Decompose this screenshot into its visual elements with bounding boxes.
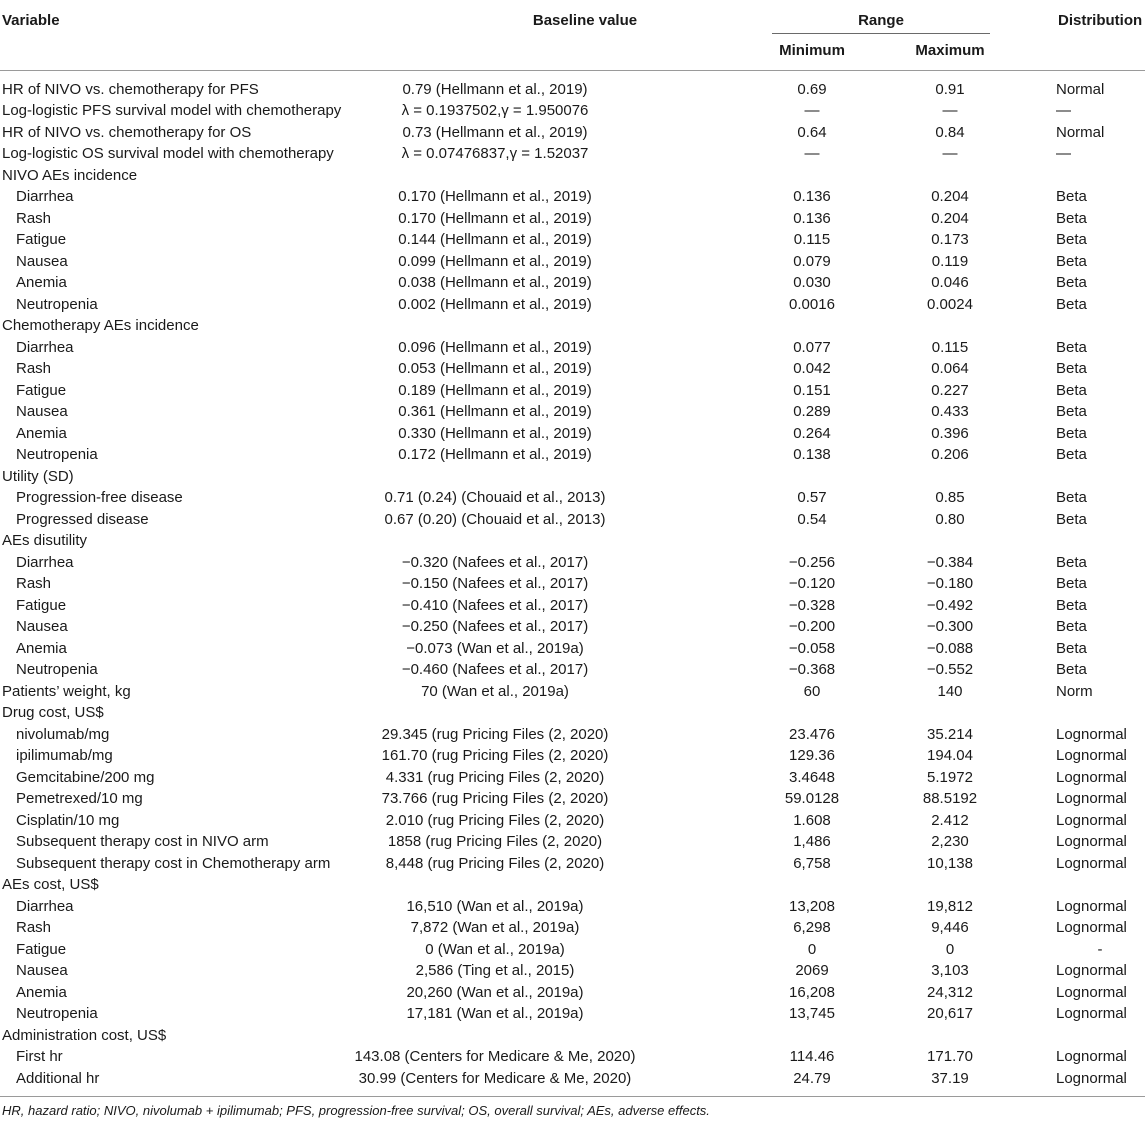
cell-variable: Neutropenia (16, 1005, 98, 1022)
cell-maximum: 140 (937, 682, 963, 700)
table-row (0, 186, 1145, 208)
table-row (0, 917, 1145, 939)
cell-maximum: — (942, 102, 958, 119)
table-row (0, 315, 1145, 337)
cell-distribution: Beta (1056, 446, 1087, 463)
table-row (0, 724, 1145, 746)
cell-baseline: 0.79 (Hellmann et al., 2019) (402, 80, 588, 98)
cell-minimum: 0.0016 (789, 295, 835, 313)
cell-maximum: — (942, 145, 958, 162)
cell-variable: Diarrhea (16, 338, 74, 356)
cell-variable: Nausea (16, 618, 68, 635)
cell-baseline: 0.038 (Hellmann et al., 2019) (398, 274, 592, 291)
cell-minimum: 0.042 (793, 360, 831, 377)
cell-maximum: 194.04 (927, 747, 973, 764)
cell-baseline: 161.70 (rug Pricing Files (2, 2020) (381, 747, 609, 764)
cell-minimum: 6,298 (793, 919, 831, 936)
cell-distribution: Beta (1056, 360, 1087, 377)
cell-maximum: 0.396 (931, 424, 969, 442)
cell-baseline: 20,260 (Wan et al., 2019a) (406, 983, 584, 1001)
table-row (0, 294, 1145, 316)
cell-variable: Diarrhea (16, 553, 74, 571)
cell-maximum: 9,446 (931, 919, 969, 936)
table-row (0, 573, 1145, 595)
cell-variable: Fatigue (16, 381, 67, 399)
cell-variable: Neutropenia (16, 661, 98, 678)
cell-minimum: 3.4648 (789, 768, 835, 786)
table-row (0, 552, 1145, 574)
cell-maximum: 0.064 (931, 360, 969, 377)
cell-variable: NIVO AEs incidence (2, 166, 138, 184)
cell-variable: Rash (16, 575, 52, 592)
cell-maximum: 171.70 (927, 1048, 973, 1065)
cell-distribution: Lognormal (1056, 725, 1127, 743)
cell-maximum: 0.0024 (927, 295, 973, 313)
table-row (0, 788, 1145, 810)
cell-baseline: 0.170 (Hellmann et al., 2019) (398, 188, 592, 205)
cell-variable: Rash (16, 360, 52, 377)
table-row (0, 423, 1145, 445)
table-row (0, 745, 1145, 767)
cell-minimum: 2069 (795, 962, 829, 979)
cell-maximum: 24,312 (927, 983, 973, 1001)
cell-maximum: 0.84 (935, 123, 965, 141)
cell-baseline: 8,448 (rug Pricing Files (2, 2020) (385, 854, 605, 872)
cell-variable: nivolumab/mg (16, 725, 110, 743)
cell-variable: Diarrhea (16, 897, 74, 915)
range-divider (772, 33, 990, 34)
cell-distribution: Beta (1056, 209, 1087, 227)
cell-distribution: Beta (1056, 424, 1087, 442)
cell-variable: Chemotherapy AEs incidence (2, 317, 199, 334)
cell-variable: Progressed disease (16, 510, 149, 528)
cell-baseline: 17,181 (Wan et al., 2019a) (406, 1005, 584, 1022)
cell-minimum: 6,758 (793, 854, 831, 872)
cell-distribution: Beta (1056, 403, 1087, 420)
table-row (0, 616, 1145, 638)
cell-minimum: 129.36 (789, 747, 835, 764)
cell-baseline: 70 (Wan et al., 2019a) (421, 682, 569, 700)
cell-maximum: −0.384 (926, 553, 974, 571)
cell-maximum: −0.180 (926, 575, 974, 592)
cell-minimum: 13,745 (789, 1005, 835, 1022)
table-row (0, 939, 1145, 961)
cell-minimum: −0.058 (788, 639, 836, 657)
cell-minimum: 24.79 (793, 1069, 831, 1087)
cell-variable: Anemia (16, 424, 67, 442)
cell-distribution: Lognormal (1056, 1005, 1127, 1022)
cell-variable: Patients’ weight, kg (2, 682, 131, 700)
cell-distribution: Lognormal (1056, 897, 1127, 915)
cell-minimum: 1,486 (793, 833, 831, 850)
cell-variable: HR of NIVO vs. chemotherapy for PFS (2, 80, 259, 98)
cell-maximum: 0.119 (931, 252, 969, 270)
cell-distribution: Lognormal (1056, 919, 1127, 936)
cell-maximum: −0.088 (926, 639, 974, 657)
cell-baseline: 0.002 (Hellmann et al., 2019) (398, 295, 592, 313)
cell-variable: First hr (16, 1048, 63, 1065)
cell-variable: Log-logistic OS survival model with chemotherapy (2, 145, 334, 162)
cell-maximum: 0.115 (931, 338, 969, 356)
cell-variable: Anemia (16, 983, 67, 1001)
cell-baseline: 4.331 (rug Pricing Files (2, 2020) (385, 768, 605, 786)
cell-distribution: Beta (1056, 188, 1087, 205)
cell-baseline: 0.330 (Hellmann et al., 2019) (398, 424, 592, 442)
cell-maximum: 2.412 (931, 811, 969, 829)
cell-baseline: 2,586 (Ting et al., 2015) (415, 962, 575, 979)
cell-distribution: Beta (1056, 252, 1087, 270)
cell-minimum: 0.136 (793, 188, 831, 205)
cell-maximum: 2,230 (931, 833, 969, 850)
cell-distribution: Beta (1056, 489, 1087, 506)
cell-distribution: Lognormal (1056, 833, 1127, 850)
cell-baseline: 0.170 (Hellmann et al., 2019) (398, 209, 592, 227)
cell-baseline: λ = 0.07476837,γ = 1.52037 (401, 145, 589, 162)
cell-distribution: Lognormal (1056, 854, 1127, 872)
cell-variable: Rash (16, 209, 52, 227)
cell-maximum: 0.204 (931, 209, 969, 227)
cell-variable: Fatigue (16, 940, 67, 958)
cell-baseline: 2.010 (rug Pricing Files (2, 2020) (385, 811, 605, 829)
cell-minimum: — (804, 145, 820, 162)
table-row (0, 100, 1145, 122)
cell-minimum: −0.256 (788, 553, 836, 571)
cell-distribution: Lognormal (1056, 1069, 1127, 1087)
cell-minimum: 0.54 (797, 510, 827, 528)
cell-distribution: Beta (1056, 596, 1087, 614)
cell-distribution: Lognormal (1056, 962, 1127, 979)
cell-baseline: −0.150 (Nafees et al., 2017) (401, 575, 589, 592)
table-row (0, 208, 1145, 230)
table-row (0, 702, 1145, 724)
cell-maximum: 88.5192 (922, 790, 978, 807)
cell-baseline: 0.099 (Hellmann et al., 2019) (398, 252, 592, 270)
cell-distribution: Lognormal (1056, 790, 1127, 807)
cell-baseline: 29.345 (rug Pricing Files (2, 2020) (381, 725, 609, 743)
cell-variable: HR of NIVO vs. chemotherapy for OS (2, 123, 252, 141)
cell-baseline: 0.73 (Hellmann et al., 2019) (402, 123, 588, 141)
table-row (0, 444, 1145, 466)
cell-variable: AEs disutility (2, 532, 88, 549)
table-row (0, 272, 1145, 294)
cell-baseline: −0.073 (Wan et al., 2019a) (406, 639, 584, 657)
cell-distribution: Lognormal (1056, 747, 1127, 764)
cell-distribution: Beta (1056, 274, 1087, 291)
cell-minimum: 0.264 (793, 424, 831, 442)
table-row (0, 358, 1145, 380)
cell-baseline: λ = 0.1937502,γ = 1.950076 (401, 102, 589, 119)
cell-minimum: 0.151 (793, 381, 831, 399)
table-row (0, 1025, 1145, 1047)
cell-maximum: 35.214 (927, 725, 973, 743)
cell-distribution: Normal (1056, 123, 1105, 141)
cell-baseline: 0.361 (Hellmann et al., 2019) (398, 403, 592, 420)
table-row (0, 810, 1145, 832)
cell-maximum: 0.046 (931, 274, 969, 291)
cell-variable: ipilimumab/mg (16, 747, 113, 764)
cell-maximum: 0.85 (935, 489, 965, 506)
cell-minimum: 0.030 (793, 274, 831, 291)
cell-baseline: −0.410 (Nafees et al., 2017) (401, 596, 589, 614)
cell-variable: Pemetrexed/10 mg (16, 790, 143, 807)
cell-distribution: Beta (1056, 618, 1087, 635)
table-row (0, 767, 1145, 789)
table-row (0, 595, 1145, 617)
cell-variable: Utility (SD) (2, 467, 74, 485)
cell-minimum: 0.64 (797, 123, 827, 141)
cell-minimum: 59.0128 (784, 790, 840, 807)
header-maximum: Maximum (915, 42, 985, 59)
table-footnote: HR, hazard ratio; NIVO, nivolumab + ipilimumab; PFS, progression-free survival; OS, overall survival; AEs, adverse effects. (2, 1103, 710, 1118)
cell-distribution: Beta (1056, 231, 1087, 248)
cell-minimum: 0 (807, 940, 817, 958)
table-row (0, 466, 1145, 488)
table-row (0, 401, 1145, 423)
cell-variable: Subsequent therapy cost in Chemotherapy arm (16, 854, 331, 872)
cell-variable: Progression-free disease (16, 489, 183, 506)
table-row (0, 1068, 1145, 1090)
cell-distribution: Beta (1056, 661, 1087, 678)
cell-variable: Anemia (16, 639, 67, 657)
cell-distribution: Normal (1056, 80, 1105, 98)
cell-distribution: Beta (1056, 510, 1087, 528)
cell-variable: Nausea (16, 962, 68, 979)
table-header (0, 0, 1145, 71)
cell-minimum: 0.289 (793, 403, 831, 420)
cell-distribution: — (1056, 145, 1071, 162)
cell-distribution: Beta (1056, 575, 1087, 592)
cell-maximum: 0.80 (935, 510, 965, 528)
cell-baseline: −0.320 (Nafees et al., 2017) (401, 553, 589, 571)
cell-variable: Additional hr (16, 1069, 100, 1087)
cell-variable: Nausea (16, 252, 68, 270)
cell-baseline: 0.144 (Hellmann et al., 2019) (398, 231, 592, 248)
cell-variable: Fatigue (16, 231, 67, 248)
cell-variable: Log-logistic PFS survival model with chemotherapy (2, 102, 342, 119)
cell-minimum: 0.138 (793, 446, 831, 463)
cell-variable: Neutropenia (16, 295, 98, 313)
table-row (0, 853, 1145, 875)
cell-variable: Anemia (16, 274, 67, 291)
cell-minimum: 13,208 (789, 897, 835, 915)
cell-distribution: Beta (1056, 381, 1087, 399)
cell-variable: Fatigue (16, 596, 67, 614)
cell-variable: Subsequent therapy cost in NIVO arm (16, 833, 269, 850)
table-row (0, 122, 1145, 144)
cell-maximum: 0.227 (931, 381, 969, 399)
cell-maximum: −0.552 (926, 661, 974, 678)
cell-maximum: −0.492 (926, 596, 974, 614)
cell-distribution: - (1097, 940, 1103, 958)
cell-maximum: 10,138 (927, 854, 973, 872)
cell-minimum: 0.115 (793, 231, 831, 248)
cell-maximum: 3,103 (931, 962, 969, 979)
cell-distribution: Beta (1056, 553, 1087, 571)
cell-distribution: Beta (1056, 295, 1087, 313)
table-row (0, 509, 1145, 531)
cell-variable: Administration cost, US$ (2, 1026, 167, 1044)
table-row (0, 659, 1145, 681)
cell-distribution: Lognormal (1056, 1048, 1127, 1065)
cell-distribution: Lognormal (1056, 811, 1127, 829)
cell-baseline: 73.766 (rug Pricing Files (2, 2020) (381, 790, 609, 807)
cell-baseline: 30.99 (Centers for Medicare & Me, 2020) (358, 1069, 632, 1087)
table-row (0, 831, 1145, 853)
cell-maximum: 5.1972 (927, 768, 973, 786)
cell-maximum: 0.173 (931, 231, 969, 248)
cell-baseline: 0.189 (Hellmann et al., 2019) (398, 381, 592, 399)
table-row (0, 337, 1145, 359)
header-variable: Variable (2, 12, 60, 29)
cell-distribution: Norm (1056, 682, 1093, 700)
cell-baseline: 0.096 (Hellmann et al., 2019) (398, 338, 592, 356)
table-row (0, 530, 1145, 552)
cell-minimum: 0.079 (793, 252, 831, 270)
table-row (0, 638, 1145, 660)
table-row (0, 143, 1145, 165)
cell-minimum: −0.328 (788, 596, 836, 614)
cell-minimum: — (804, 102, 820, 119)
cell-distribution: — (1056, 102, 1071, 119)
cell-minimum: 114.46 (789, 1048, 835, 1065)
cell-variable: Drug cost, US$ (2, 704, 104, 721)
cell-minimum: 23.476 (789, 725, 835, 743)
cell-maximum: 0.91 (935, 80, 965, 98)
cell-minimum: −0.200 (788, 618, 836, 635)
cell-variable: Rash (16, 919, 52, 936)
cell-distribution: Beta (1056, 639, 1087, 657)
table-row (0, 874, 1145, 896)
table-row (0, 960, 1145, 982)
cell-minimum: 60 (803, 682, 821, 700)
cell-minimum: −0.368 (788, 661, 836, 678)
cell-maximum: 0.204 (931, 188, 969, 205)
cell-maximum: 0.206 (931, 446, 969, 463)
table-row (0, 982, 1145, 1004)
cell-variable: AEs cost, US$ (2, 876, 99, 893)
header-baseline: Baseline value (532, 12, 638, 29)
table-row (0, 1003, 1145, 1025)
cell-minimum: 16,208 (789, 983, 835, 1001)
cell-baseline: 1858 (rug Pricing Files (2, 2020) (387, 833, 603, 850)
cell-maximum: −0.300 (926, 618, 974, 635)
table-row (0, 79, 1145, 101)
cell-baseline: 16,510 (Wan et al., 2019a) (406, 897, 584, 915)
cell-maximum: 0.433 (931, 403, 969, 420)
cell-maximum: 19,812 (927, 897, 973, 915)
cell-variable: Nausea (16, 403, 68, 420)
table-row (0, 251, 1145, 273)
table-row (0, 380, 1145, 402)
table-row (0, 1046, 1145, 1068)
cell-maximum: 37.19 (931, 1069, 969, 1087)
cell-distribution: Beta (1056, 338, 1087, 356)
cell-minimum: 0.69 (797, 80, 827, 98)
cell-variable: Gemcitabine/200 mg (16, 768, 155, 786)
cell-distribution: Lognormal (1056, 983, 1127, 1001)
cell-minimum: 0.136 (793, 209, 831, 227)
cell-minimum: 0.077 (793, 338, 831, 356)
table-bottom-rule (0, 1096, 1145, 1097)
cell-minimum: −0.120 (788, 575, 836, 592)
cell-maximum: 20,617 (927, 1005, 973, 1022)
cell-minimum: 1.608 (793, 811, 831, 829)
header-range: Range (858, 12, 904, 29)
cell-variable: Neutropenia (16, 446, 98, 463)
cell-distribution: Lognormal (1056, 768, 1127, 786)
cell-baseline: 0.053 (Hellmann et al., 2019) (398, 360, 592, 377)
cell-baseline: 7,872 (Wan et al., 2019a) (410, 919, 580, 936)
cell-baseline: 0 (Wan et al., 2019a) (425, 940, 565, 958)
cell-minimum: 0.57 (797, 489, 827, 506)
table-row (0, 896, 1145, 918)
header-minimum: Minimum (779, 42, 845, 59)
cell-maximum: 0 (945, 940, 955, 958)
table-row (0, 165, 1145, 187)
table-row (0, 229, 1145, 251)
cell-variable: Diarrhea (16, 188, 74, 205)
cell-variable: Cisplatin/10 mg (16, 811, 120, 829)
cell-baseline: −0.460 (Nafees et al., 2017) (401, 661, 589, 678)
cell-baseline: 0.71 (0.24) (Chouaid et al., 2013) (384, 489, 606, 506)
table-row (0, 487, 1145, 509)
table-row (0, 681, 1145, 703)
cell-baseline: 143.08 (Centers for Medicare & Me, 2020) (354, 1048, 636, 1065)
cell-baseline: 0.67 (0.20) (Chouaid et al., 2013) (384, 510, 606, 528)
header-distribution: Distribution (1058, 12, 1143, 29)
cell-baseline: 0.172 (Hellmann et al., 2019) (398, 446, 592, 463)
cell-baseline: −0.250 (Nafees et al., 2017) (401, 618, 589, 635)
